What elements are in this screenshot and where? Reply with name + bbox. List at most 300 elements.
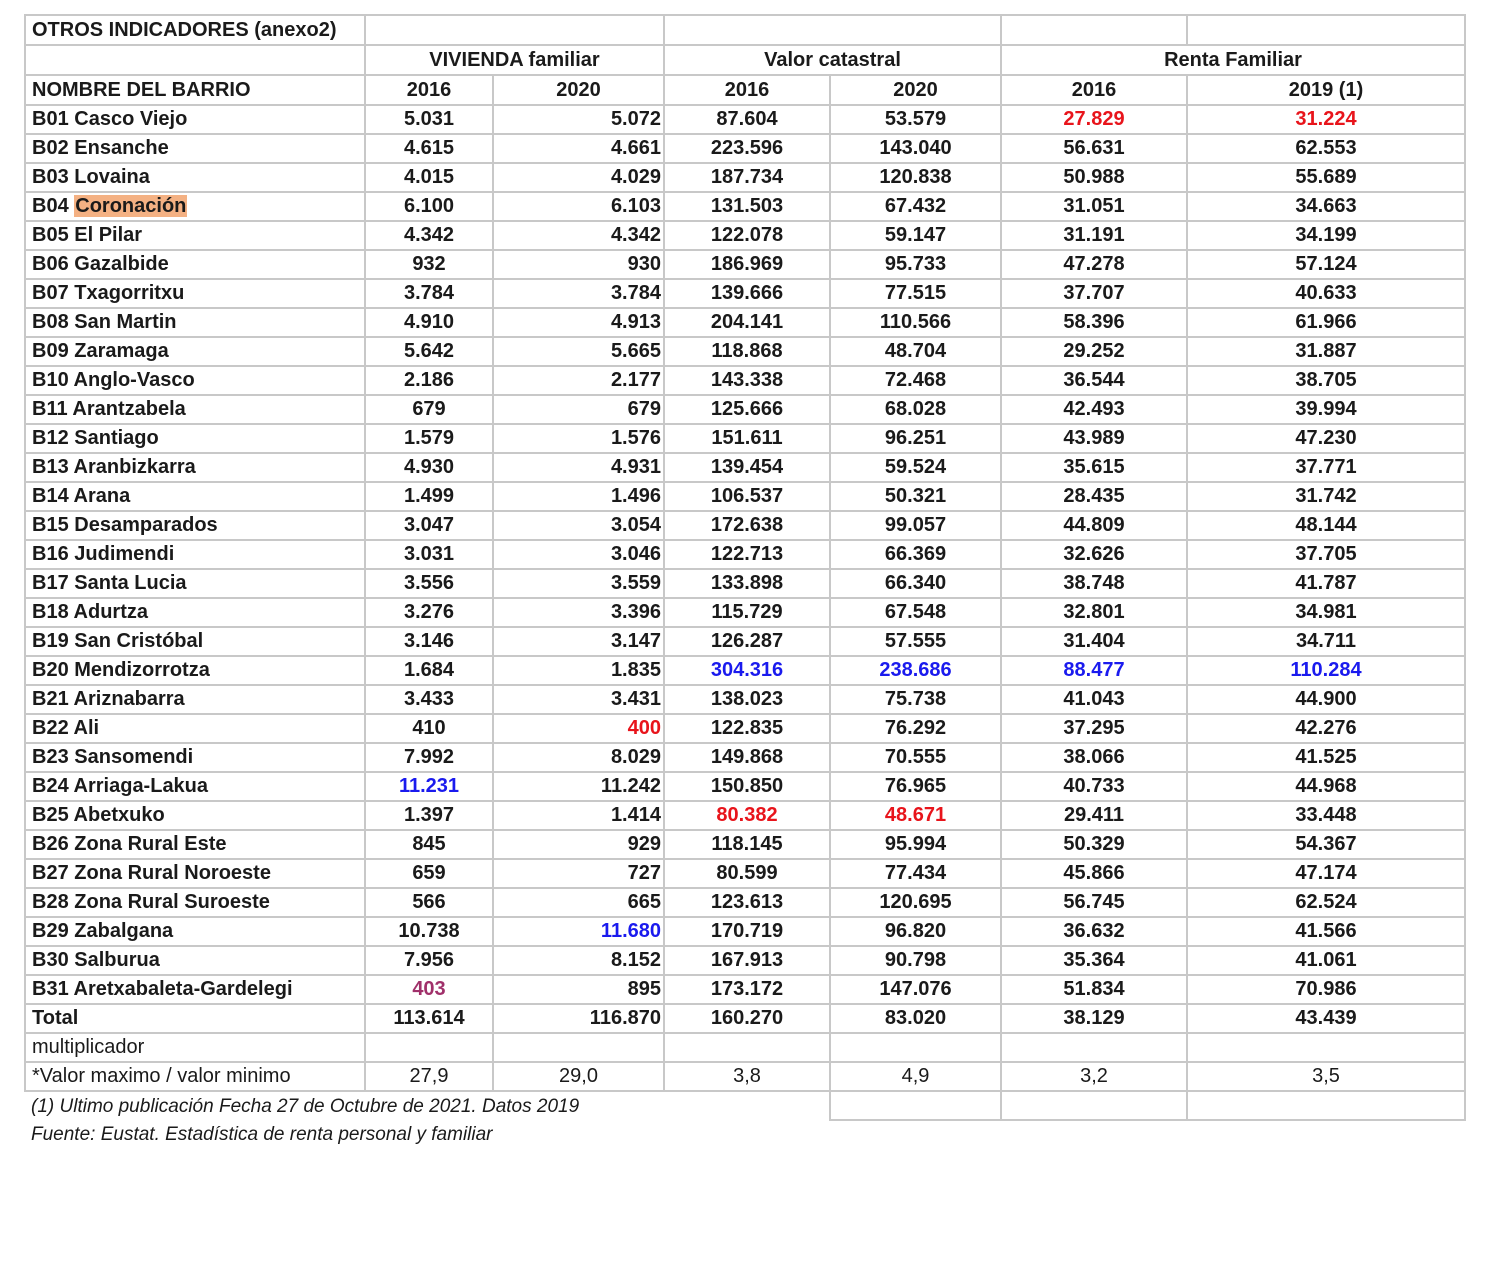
table-title: OTROS INDICADORES (anexo2) — [25, 15, 365, 45]
group-header-row — [25, 45, 1465, 75]
cell-renta-2019: 62.524 — [1187, 888, 1465, 917]
cell-vivienda-2016: 1.579 — [365, 424, 493, 453]
cell-valor-2020: 67.548 — [830, 598, 1001, 627]
cell-renta-2016: 27.829 — [1001, 105, 1187, 134]
barrio-name — [25, 366, 365, 395]
cell-renta-2019: 38.705 — [1187, 366, 1465, 395]
cell-vivienda-2020: 8.152 — [493, 946, 664, 975]
cell-valor-2016: 87.604 — [664, 105, 830, 134]
cell-valor-2016: 204.141 — [664, 308, 830, 337]
cell-vivienda-2020: 3.559 — [493, 569, 664, 598]
cell-valor-2016: 133.898 — [664, 569, 830, 598]
table-row — [25, 308, 1465, 337]
cell-vivienda-2016: 1.499 — [365, 482, 493, 511]
cell-valor-2016: 80.599 — [664, 859, 830, 888]
cell-renta-2016: 51.834 — [1001, 975, 1187, 1004]
cell-vivienda-2016: 3.556 — [365, 569, 493, 598]
cell-renta-2016: 40.733 — [1001, 772, 1187, 801]
barrio-code: B22 — [32, 717, 69, 739]
cell-valor-2020: 57.555 — [830, 627, 1001, 656]
cell-renta-2016: 37.707 — [1001, 279, 1187, 308]
cell-valor-2020: 143.040 — [830, 134, 1001, 163]
cell-valor-2020: 95.994 — [830, 830, 1001, 859]
cell-valor-2020: 90.798 — [830, 946, 1001, 975]
table-row — [25, 772, 1465, 801]
cell-renta-2016: 35.364 — [1001, 946, 1187, 975]
cell-valor-2020: 76.292 — [830, 714, 1001, 743]
table-row — [25, 627, 1465, 656]
cell-valor-2020: 59.524 — [830, 453, 1001, 482]
table-row — [25, 134, 1465, 163]
barrio-code: B10 — [32, 369, 69, 391]
cell-vivienda-2016: 3.276 — [365, 598, 493, 627]
barrio-name — [25, 279, 365, 308]
multiplicador-row — [25, 1033, 1465, 1062]
cell-valor-2016: 170.719 — [664, 917, 830, 946]
cell-valor-2020: 72.468 — [830, 366, 1001, 395]
barrio-code: B31 — [32, 978, 69, 1000]
cell-valor-2016: 187.734 — [664, 163, 830, 192]
cell-valor-2016: 122.835 — [664, 714, 830, 743]
barrio-label: Zona Rural Suroeste — [74, 891, 270, 913]
cell-renta-2016: 45.866 — [1001, 859, 1187, 888]
cell-renta-2016: 31.051 — [1001, 192, 1187, 221]
cell-valor-2016: 118.145 — [664, 830, 830, 859]
barrio-name — [25, 714, 365, 743]
empty-cell — [1187, 15, 1465, 45]
cell-vivienda-2020: 3.147 — [493, 627, 664, 656]
barrio-code: B17 — [32, 572, 69, 594]
table-row — [25, 395, 1465, 424]
cell-vivienda-2016: 11.231 — [365, 772, 493, 801]
cell-valor-2016: 139.454 — [664, 453, 830, 482]
cell-renta-2016: 47.278 — [1001, 250, 1187, 279]
cell-renta-2019: 110.284 — [1187, 656, 1465, 685]
table-row — [25, 221, 1465, 250]
barrio-label: Anglo-Vasco — [73, 369, 195, 391]
cell-valor-2020: 147.076 — [830, 975, 1001, 1004]
cell-renta-2016: 29.252 — [1001, 337, 1187, 366]
barrio-name — [25, 221, 365, 250]
barrio-label: Salburua — [74, 949, 160, 971]
barrio-label: El Pilar — [74, 224, 143, 246]
ratio-renta-2019: 3,5 — [1187, 1062, 1465, 1091]
cell-vivienda-2020: 4.661 — [493, 134, 664, 163]
barrio-label: San Cristóbal — [74, 630, 204, 652]
cell-renta-2019: 41.566 — [1187, 917, 1465, 946]
cell-valor-2020: 96.820 — [830, 917, 1001, 946]
barrio-code: B25 — [32, 804, 69, 826]
group-valor: Valor catastral — [664, 45, 1001, 75]
cell-renta-2016: 88.477 — [1001, 656, 1187, 685]
cell-vivienda-2020: 400 — [493, 714, 664, 743]
cell-valor-2016: 151.611 — [664, 424, 830, 453]
cell-vivienda-2016: 410 — [365, 714, 493, 743]
cell-renta-2016: 36.632 — [1001, 917, 1187, 946]
multiplicador-label: multiplicador — [25, 1033, 365, 1062]
barrio-name — [25, 627, 365, 656]
cell-vivienda-2016: 659 — [365, 859, 493, 888]
barrio-code: B01 — [32, 108, 69, 130]
cell-vivienda-2020: 929 — [493, 830, 664, 859]
cell-vivienda-2020: 3.396 — [493, 598, 664, 627]
cell-vivienda-2016: 4.015 — [365, 163, 493, 192]
total-vivienda-2016: 113.614 — [365, 1004, 493, 1033]
cell-renta-2019: 31.224 — [1187, 105, 1465, 134]
table-row — [25, 279, 1465, 308]
cell-vivienda-2016: 3.784 — [365, 279, 493, 308]
empty-cell — [1001, 1091, 1187, 1120]
barrio-name — [25, 888, 365, 917]
barrio-code: B19 — [32, 630, 69, 652]
total-vivienda-2020: 116.870 — [493, 1004, 664, 1033]
cell-valor-2020: 96.251 — [830, 424, 1001, 453]
barrio-code: B15 — [32, 514, 69, 536]
cell-renta-2016: 28.435 — [1001, 482, 1187, 511]
cell-vivienda-2016: 932 — [365, 250, 493, 279]
cell-valor-2020: 59.147 — [830, 221, 1001, 250]
cell-vivienda-2016: 4.342 — [365, 221, 493, 250]
cell-renta-2019: 47.174 — [1187, 859, 1465, 888]
cell-vivienda-2016: 403 — [365, 975, 493, 1004]
cell-renta-2019: 57.124 — [1187, 250, 1465, 279]
cell-vivienda-2016: 679 — [365, 395, 493, 424]
table-row — [25, 743, 1465, 772]
cell-vivienda-2020: 4.029 — [493, 163, 664, 192]
empty-cell — [365, 1033, 493, 1062]
table-row — [25, 917, 1465, 946]
cell-renta-2019: 33.448 — [1187, 801, 1465, 830]
barrio-code: B18 — [32, 601, 69, 623]
cell-valor-2016: 186.969 — [664, 250, 830, 279]
barrio-name — [25, 337, 365, 366]
cell-valor-2020: 120.695 — [830, 888, 1001, 917]
barrio-name — [25, 569, 365, 598]
ratio-vivienda-2020: 29,0 — [493, 1062, 664, 1091]
cell-renta-2019: 41.525 — [1187, 743, 1465, 772]
barrio-label: Coronación — [75, 195, 187, 217]
cell-vivienda-2016: 5.031 — [365, 105, 493, 134]
spreadsheet — [24, 14, 1464, 1148]
cell-renta-2019: 62.553 — [1187, 134, 1465, 163]
cell-valor-2016: 304.316 — [664, 656, 830, 685]
cell-renta-2019: 44.900 — [1187, 685, 1465, 714]
cell-valor-2016: 122.078 — [664, 221, 830, 250]
cell-renta-2019: 37.771 — [1187, 453, 1465, 482]
barrio-name — [25, 250, 365, 279]
barrio-code: B28 — [32, 891, 69, 913]
empty-cell — [664, 1033, 830, 1062]
cell-renta-2019: 34.981 — [1187, 598, 1465, 627]
cell-renta-2019: 34.663 — [1187, 192, 1465, 221]
cell-vivienda-2020: 895 — [493, 975, 664, 1004]
cell-renta-2019: 37.705 — [1187, 540, 1465, 569]
barrio-code: B27 — [32, 862, 69, 884]
cell-vivienda-2016: 3.047 — [365, 511, 493, 540]
total-row — [25, 1004, 1465, 1033]
barrio-code: B14 — [32, 485, 69, 507]
barrio-name — [25, 540, 365, 569]
cell-renta-2016: 50.329 — [1001, 830, 1187, 859]
table-row — [25, 888, 1465, 917]
cell-renta-2019: 42.276 — [1187, 714, 1465, 743]
cell-renta-2016: 29.411 — [1001, 801, 1187, 830]
header-renta-2019: 2019 (1) — [1187, 75, 1465, 105]
cell-vivienda-2016: 7.992 — [365, 743, 493, 772]
barrio-name — [25, 917, 365, 946]
barrio-name — [25, 801, 365, 830]
table-row — [25, 424, 1465, 453]
header-vivienda-2016: 2016 — [365, 75, 493, 105]
barrio-name — [25, 830, 365, 859]
cell-valor-2020: 68.028 — [830, 395, 1001, 424]
barrio-name — [25, 743, 365, 772]
cell-vivienda-2016: 2.186 — [365, 366, 493, 395]
cell-valor-2016: 126.287 — [664, 627, 830, 656]
cell-vivienda-2020: 2.177 — [493, 366, 664, 395]
cell-renta-2016: 50.988 — [1001, 163, 1187, 192]
source-row — [25, 1120, 1465, 1148]
table-row — [25, 598, 1465, 627]
cell-renta-2019: 55.689 — [1187, 163, 1465, 192]
cell-renta-2016: 35.615 — [1001, 453, 1187, 482]
total-valor-2020: 83.020 — [830, 1004, 1001, 1033]
cell-valor-2016: 149.868 — [664, 743, 830, 772]
cell-valor-2016: 118.868 — [664, 337, 830, 366]
cell-valor-2016: 106.537 — [664, 482, 830, 511]
barrio-code: B30 — [32, 949, 69, 971]
empty-cell — [1001, 15, 1187, 45]
cell-vivienda-2020: 1.496 — [493, 482, 664, 511]
cell-renta-2016: 56.631 — [1001, 134, 1187, 163]
cell-vivienda-2016: 3.146 — [365, 627, 493, 656]
header-valor-2020: 2020 — [830, 75, 1001, 105]
barrio-label: Zona Rural Noroeste — [74, 862, 271, 884]
cell-vivienda-2020: 3.054 — [493, 511, 664, 540]
barrio-code: B09 — [32, 340, 69, 362]
cell-vivienda-2020: 665 — [493, 888, 664, 917]
cell-renta-2016: 58.396 — [1001, 308, 1187, 337]
empty-cell — [1187, 1091, 1465, 1120]
cell-vivienda-2020: 3.431 — [493, 685, 664, 714]
empty-cell — [1187, 1033, 1465, 1062]
cell-vivienda-2020: 8.029 — [493, 743, 664, 772]
barrio-label: Casco Viejo — [74, 108, 188, 130]
barrio-code: B08 — [32, 311, 69, 333]
barrio-label: San Martin — [74, 311, 177, 333]
cell-vivienda-2016: 4.910 — [365, 308, 493, 337]
barrio-label: Zona Rural Este — [74, 833, 227, 855]
cell-valor-2016: 122.713 — [664, 540, 830, 569]
barrio-name — [25, 308, 365, 337]
cell-vivienda-2020: 4.931 — [493, 453, 664, 482]
barrio-label: Arana — [73, 485, 131, 507]
barrio-label: Mendizorrotza — [74, 659, 210, 681]
cell-renta-2016: 56.745 — [1001, 888, 1187, 917]
cell-vivienda-2020: 4.342 — [493, 221, 664, 250]
empty-cell — [830, 1033, 1001, 1062]
table-row — [25, 685, 1465, 714]
table-row — [25, 540, 1465, 569]
barrio-code: B04 — [32, 195, 69, 217]
barrio-code: B03 — [32, 166, 69, 188]
cell-vivienda-2016: 566 — [365, 888, 493, 917]
cell-renta-2016: 31.191 — [1001, 221, 1187, 250]
barrio-label: Ali — [73, 717, 100, 739]
barrio-name — [25, 482, 365, 511]
barrio-code: B11 — [32, 398, 68, 420]
cell-vivienda-2020: 5.072 — [493, 105, 664, 134]
cell-valor-2020: 50.321 — [830, 482, 1001, 511]
cell-vivienda-2016: 4.930 — [365, 453, 493, 482]
empty-cell — [1001, 1033, 1187, 1062]
barrio-code: B07 — [32, 282, 69, 304]
cell-vivienda-2020: 11.680 — [493, 917, 664, 946]
barrio-name — [25, 105, 365, 134]
cell-renta-2016: 38.066 — [1001, 743, 1187, 772]
cell-vivienda-2016: 10.738 — [365, 917, 493, 946]
cell-vivienda-2020: 930 — [493, 250, 664, 279]
cell-vivienda-2020: 679 — [493, 395, 664, 424]
cell-renta-2016: 32.801 — [1001, 598, 1187, 627]
cell-valor-2020: 120.838 — [830, 163, 1001, 192]
cell-renta-2016: 32.626 — [1001, 540, 1187, 569]
cell-vivienda-2016: 3.031 — [365, 540, 493, 569]
table-row — [25, 569, 1465, 598]
barrio-name — [25, 685, 365, 714]
cell-valor-2020: 77.434 — [830, 859, 1001, 888]
table-row — [25, 511, 1465, 540]
header-valor-2016: 2016 — [664, 75, 830, 105]
cell-renta-2019: 34.199 — [1187, 221, 1465, 250]
cell-vivienda-2016: 4.615 — [365, 134, 493, 163]
table-row — [25, 105, 1465, 134]
empty-cell — [493, 1033, 664, 1062]
barrio-label: Santiago — [74, 427, 159, 449]
table-row — [25, 453, 1465, 482]
barrio-label: Ensanche — [74, 137, 169, 159]
barrio-code: B02 — [32, 137, 69, 159]
cell-renta-2019: 47.230 — [1187, 424, 1465, 453]
cell-vivienda-2016: 5.642 — [365, 337, 493, 366]
barrio-label: Lovaina — [74, 166, 150, 188]
cell-valor-2016: 138.023 — [664, 685, 830, 714]
barrio-code: B13 — [32, 456, 69, 478]
cell-vivienda-2016: 845 — [365, 830, 493, 859]
cell-renta-2019: 34.711 — [1187, 627, 1465, 656]
cell-valor-2020: 110.566 — [830, 308, 1001, 337]
cell-renta-2016: 43.989 — [1001, 424, 1187, 453]
cell-renta-2019: 41.787 — [1187, 569, 1465, 598]
barrio-name — [25, 395, 365, 424]
cell-vivienda-2020: 1.576 — [493, 424, 664, 453]
barrio-label: Desamparados — [74, 514, 218, 536]
indicators-table — [24, 14, 1466, 1148]
barrio-name — [25, 772, 365, 801]
cell-vivienda-2020: 5.665 — [493, 337, 664, 366]
footnote-publication: (1) Ultimo publicación Fecha 27 de Octubre de 2021. Datos 2019 — [25, 1091, 830, 1120]
barrio-label: Zaramaga — [74, 340, 169, 362]
barrio-label: Arriaga-Lakua — [73, 775, 209, 797]
cell-valor-2020: 76.965 — [830, 772, 1001, 801]
total-renta-2019: 43.439 — [1187, 1004, 1465, 1033]
cell-vivienda-2016: 1.397 — [365, 801, 493, 830]
cell-vivienda-2020: 3.046 — [493, 540, 664, 569]
ratio-row — [25, 1062, 1465, 1091]
footnote-source: Fuente: Eustat. Estadística de renta personal y familiar — [31, 1124, 493, 1145]
group-renta: Renta Familiar — [1001, 45, 1465, 75]
cell-vivienda-2020: 3.784 — [493, 279, 664, 308]
cell-valor-2016: 167.913 — [664, 946, 830, 975]
barrio-code: B12 — [32, 427, 69, 449]
ratio-vivienda-2016: 27,9 — [365, 1062, 493, 1091]
cell-valor-2016: 123.613 — [664, 888, 830, 917]
barrio-label: Aretxabaleta-Gardelegi — [73, 978, 293, 1000]
ratio-valor-2020: 4,9 — [830, 1062, 1001, 1091]
barrio-label: Gazalbide — [74, 253, 169, 275]
table-row — [25, 830, 1465, 859]
empty-cell — [664, 15, 1001, 45]
table-row — [25, 482, 1465, 511]
barrio-name — [25, 163, 365, 192]
total-valor-2016: 160.270 — [664, 1004, 830, 1033]
barrio-name — [25, 511, 365, 540]
cell-vivienda-2016: 6.100 — [365, 192, 493, 221]
empty-cell — [830, 1091, 1001, 1120]
cell-vivienda-2016: 7.956 — [365, 946, 493, 975]
cell-valor-2016: 139.666 — [664, 279, 830, 308]
cell-valor-2016: 131.503 — [664, 192, 830, 221]
total-label: Total — [25, 1004, 365, 1033]
cell-renta-2016: 44.809 — [1001, 511, 1187, 540]
table-row — [25, 656, 1465, 685]
cell-renta-2016: 42.493 — [1001, 395, 1187, 424]
total-renta-2016: 38.129 — [1001, 1004, 1187, 1033]
header-renta-2016: 2016 — [1001, 75, 1187, 105]
cell-valor-2020: 66.340 — [830, 569, 1001, 598]
barrio-label: Txagorritxu — [74, 282, 185, 304]
header-name: NOMBRE DEL BARRIO — [25, 75, 365, 105]
cell-valor-2020: 95.733 — [830, 250, 1001, 279]
cell-renta-2019: 31.887 — [1187, 337, 1465, 366]
cell-vivienda-2020: 4.913 — [493, 308, 664, 337]
barrio-name — [25, 598, 365, 627]
table-row — [25, 859, 1465, 888]
barrio-name — [25, 424, 365, 453]
barrio-label: Zabalgana — [74, 920, 174, 942]
barrio-label: Adurtza — [73, 601, 148, 623]
cell-valor-2020: 77.515 — [830, 279, 1001, 308]
ratio-valor-2016: 3,8 — [664, 1062, 830, 1091]
table-row — [25, 801, 1465, 830]
table-row — [25, 366, 1465, 395]
cell-renta-2019: 54.367 — [1187, 830, 1465, 859]
cell-vivienda-2020: 1.414 — [493, 801, 664, 830]
cell-renta-2019: 31.742 — [1187, 482, 1465, 511]
cell-valor-2016: 125.666 — [664, 395, 830, 424]
cell-renta-2019: 70.986 — [1187, 975, 1465, 1004]
barrio-code: B21 — [32, 688, 69, 710]
barrio-code: B23 — [32, 746, 69, 768]
table-row — [25, 946, 1465, 975]
cell-valor-2016: 115.729 — [664, 598, 830, 627]
cell-vivienda-2016: 1.684 — [365, 656, 493, 685]
cell-renta-2019: 41.061 — [1187, 946, 1465, 975]
table-row — [25, 192, 1465, 221]
barrio-code: B26 — [32, 833, 69, 855]
barrio-label: Judimendi — [74, 543, 175, 565]
table-row — [25, 337, 1465, 366]
